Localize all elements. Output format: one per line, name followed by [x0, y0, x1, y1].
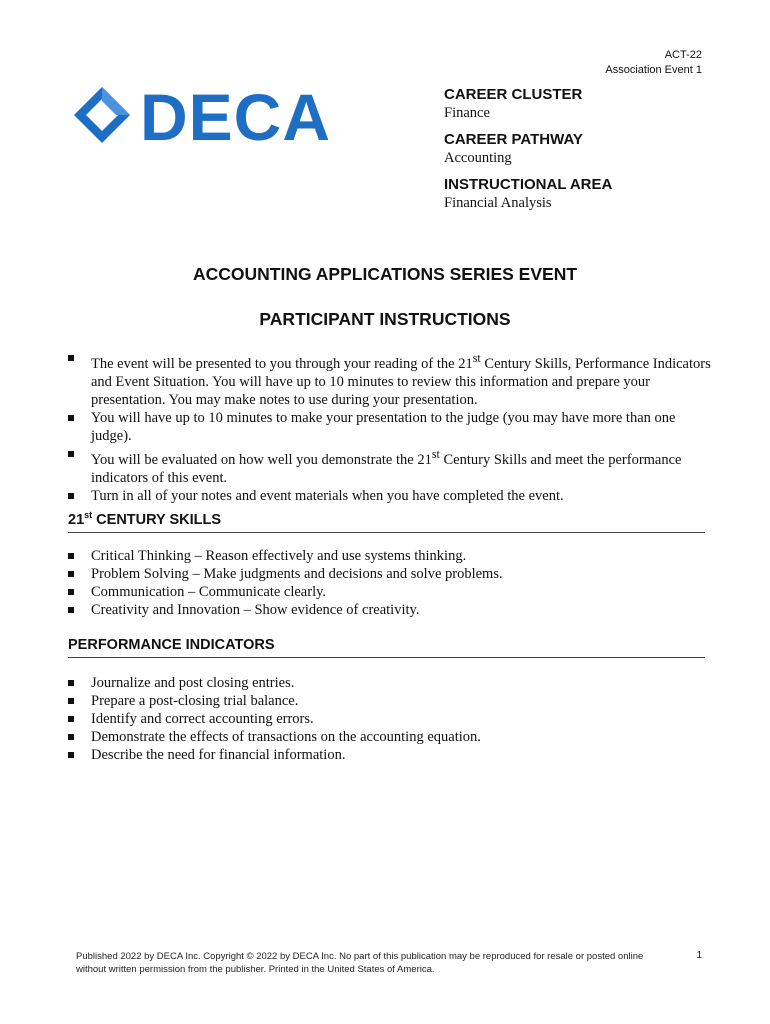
list-item: You will have up to 10 minutes to make your presentation to the judge (you may have more than one judge).	[66, 409, 716, 445]
skills-list	[66, 547, 716, 619]
bullet-icon	[68, 493, 74, 499]
list-item: Critical Thinking – Reason effectively and use systems thinking.	[66, 547, 716, 565]
event-meta	[444, 86, 724, 221]
indicators-heading: PERFORMANCE INDICATORS	[68, 637, 705, 658]
list-item: Demonstrate the effects of transactions on the accounting equation.	[66, 728, 716, 746]
bullet-icon	[68, 589, 74, 595]
career-pathway	[444, 131, 724, 167]
career-cluster-value: Finance	[444, 105, 490, 121]
bullet-icon	[68, 553, 74, 559]
bullet-icon	[68, 571, 74, 577]
bullet-icon	[68, 716, 74, 722]
event-code: ACT-22	[664, 49, 702, 61]
career-pathway-label: CAREER PATHWAY	[444, 131, 583, 148]
bullet-icon	[68, 355, 74, 361]
event-title: ACCOUNTING APPLICATIONS SERIES EVENT	[192, 264, 578, 284]
event-type: Association Event 1	[605, 64, 702, 76]
career-pathway-value: Accounting	[444, 150, 512, 166]
indicators-list	[66, 674, 716, 764]
list-item: Creativity and Innovation – Show evidence of creativity.	[66, 601, 716, 619]
list-item: The event will be presented to you through your reading of the 21st Century Skills, Performance Indicators and Event Situation. You will have up to 10 minutes to review this information and prepare your presentation. You may make notes to use during your presentation.	[66, 349, 716, 409]
list-item: Communication – Communicate clearly.	[66, 583, 716, 601]
bullet-icon	[68, 415, 74, 421]
list-item: Turn in all of your notes and event materials when you have completed the event.	[66, 487, 716, 505]
bullet-icon	[68, 698, 74, 704]
list-item: Describe the need for financial information.	[66, 746, 716, 764]
career-cluster-label: CAREER CLUSTER	[444, 86, 583, 103]
deca-logo	[72, 85, 372, 147]
event-code-block	[605, 48, 702, 78]
list-item: Identify and correct accounting errors.	[66, 710, 716, 728]
list-item: You will be evaluated on how well you demonstrate the 21st Century Skills and meet the performance indicators of this event.	[66, 445, 716, 487]
skills-heading: 21st CENTURY SKILLS	[68, 510, 705, 533]
instructions-list	[66, 349, 716, 505]
bullet-icon	[68, 607, 74, 613]
bullet-icon	[68, 451, 74, 457]
instructional-area-value: Financial Analysis	[444, 195, 552, 211]
instructional-area	[444, 176, 724, 212]
list-item: Journalize and post closing entries.	[66, 674, 716, 692]
copyright-footer: Published 2022 by DECA Inc. Copyright © 2022 by DECA Inc. No part of this publication may be reproduced for resale or posted online without written permission from the publisher. Printed in the United States of America.	[76, 951, 644, 975]
list-item: Prepare a post-closing trial balance.	[66, 692, 716, 710]
list-item: Problem Solving – Make judgments and decisions and solve problems.	[66, 565, 716, 583]
instructions-title: PARTICIPANT INSTRUCTIONS	[259, 309, 511, 329]
logo-wordmark: DECA	[140, 85, 332, 147]
career-cluster	[444, 86, 724, 122]
bullet-icon	[68, 734, 74, 740]
deca-logo-graphic	[72, 85, 372, 147]
bullet-icon	[68, 752, 74, 758]
instructional-area-label: INSTRUCTIONAL AREA	[444, 176, 613, 193]
page-number: 1	[696, 950, 702, 961]
bullet-icon	[68, 680, 74, 686]
